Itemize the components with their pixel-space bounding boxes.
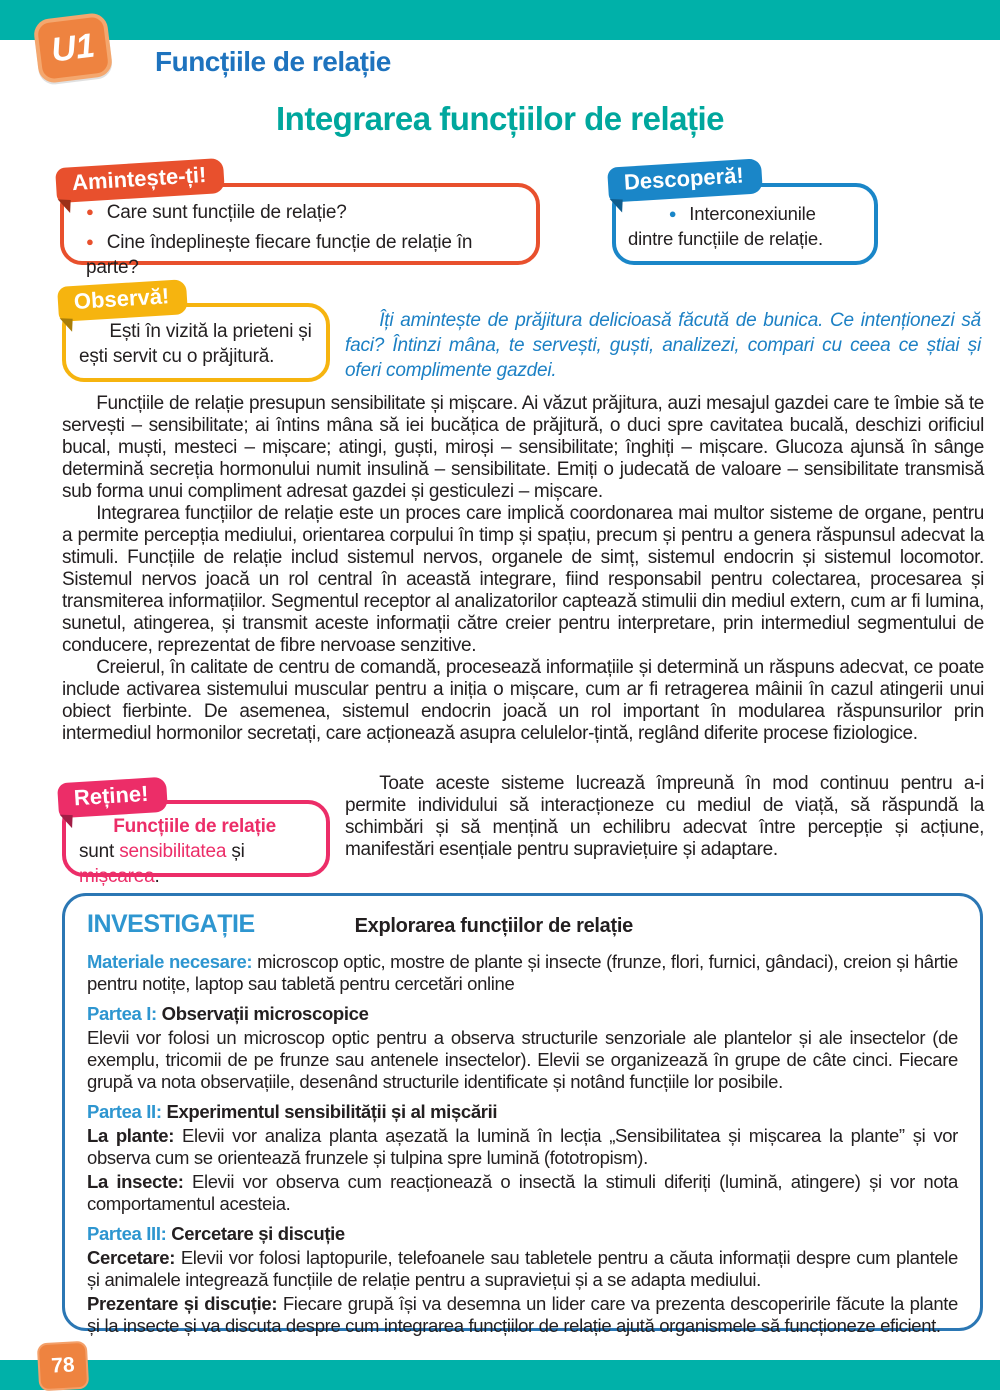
part3-title: Cercetare și discuție: [171, 1223, 345, 1244]
discover-tab-label: Descoperă!: [607, 158, 763, 203]
retain-keyphrase: Funcțiile de relație: [113, 816, 277, 837]
top-bar: [0, 0, 1000, 40]
lesson-title: Integrarea funcțiilor de relație: [276, 100, 724, 137]
observe-tab-label: Observă!: [57, 279, 188, 322]
discover-item-text: Interconexiunile dintre funcțiile de relație.: [628, 203, 823, 249]
investigation-subtitle: Explorarea funcțiilor de relație: [354, 915, 633, 937]
plants-text: Elevii vor analiza planta așezată la lumină în lecția „Sensibilitatea și mișcarea la plante” și vor observa cum se orientează frunzele și tulpina spre lumină (fototropism).: [87, 1125, 958, 1168]
paragraph-4: Toate aceste sisteme lucrează împreună în mod continuu pentru a-i permite individului să interacționeze cu mediul de viață, să răspundă la schimbări și să mențină un echilibru adecvat între percepție și acțiune, manifestări esențiale pentru supraviețuire și adaptare.: [345, 773, 984, 860]
paragraph-3: Creierul, în calitate de centru de comandă, procesează informațiile și determină un răspuns adecvat, ce poate include activarea sistemului muscular pentru a iniția o mișcare, cum ar fi retragerea mâinii în cazul atingerii unui obiect fierbinte. De asemenea, sistemul endocrin joacă un rol important în modularea răspunsurilor prin intermediul hormonilor secretați, care acționează asupra celulelor-țintă, reglând diferite procese fiziologice.: [62, 657, 984, 744]
page-number: 78: [50, 1353, 76, 1378]
retain-plain: .: [154, 866, 160, 887]
presentation-label: Prezentare și discuție:: [87, 1293, 278, 1314]
bullet-icon: ●: [668, 206, 677, 221]
part2-plants-line: [87, 1125, 958, 1169]
insects-label: La insecte:: [87, 1171, 184, 1192]
materials-line: [87, 951, 958, 995]
remember-item-text: Cine îndeplinește fiecare funcție de relație în parte?: [86, 232, 473, 278]
remember-item: [86, 199, 520, 225]
part1-label: Partea I:: [87, 1003, 157, 1024]
chapter-title: Funcțiile de relație: [155, 46, 391, 77]
part3-research-line: [87, 1247, 958, 1291]
part1-heading: [87, 1003, 958, 1025]
main-text-column: [62, 393, 984, 745]
part3-presentation-line: [87, 1293, 958, 1337]
discover-box: [612, 162, 878, 265]
insects-text: Elevii vor observa cum reacționează o insectă la stimuli diferiți (lumină, atingere) și vor nota comportamentul acesteia.: [87, 1171, 958, 1214]
observe-box: [62, 283, 330, 382]
part2-insects-line: [87, 1171, 958, 1215]
presentation-text: Fiecare grupă își va desemna un lider care va prezenta descoperirile făcute la plante și la insecte și va discuta despre cum integrarea funcțiilor de relație ajută organismele să funcționeze eficient.: [87, 1293, 958, 1336]
research-text: Elevii vor folosi laptopurile, telefoanele sau tabletele pentru a căuta informații despre cum plantele și animalele integrează funcțiile de relație pentru a supraviețui și a se adapta mediului.: [87, 1247, 958, 1290]
paragraph-2: Integrarea funcțiilor de relație este un proces care implică coordonarea mai multor sisteme de organe, pentru a permite percepția mediului, orientarea corpului în timp și spațiu, precum și pentru a genera răspunsul adecvat la stimuli. Funcțiile de relație includ sistemul nervos, organele de simț, sistemul endocrin și sistemul locomotor. Sistemul nervos joacă un rol central în această integrare, fiind responsabil pentru colectarea, procesarea și transmiterea informațiilor. Segmentul receptor al analizatorilor captează stimulii din mediul extern, cum ar fi lumina, sunetul, atingerea, și transmit aceste informații către creier pentru interpretare, prin intermediul segmentului de conducere, reprezentat de fibre nervoase senzitive.: [62, 503, 984, 656]
observe-text: Ești în vizită la prieteni și ești servit cu o prăjitură.: [79, 321, 312, 367]
investigation-header: [87, 910, 958, 939]
remember-tab-label: Amintește-ți!: [55, 158, 225, 203]
retain-term: mișcarea: [79, 866, 155, 887]
part3-label: Partea III:: [87, 1223, 167, 1244]
unit-badge: [32, 12, 113, 85]
remember-body: [64, 187, 536, 292]
remember-item-text: Care sunt funcțiile de relație?: [106, 202, 347, 223]
retain-tab-label: Reține!: [57, 777, 168, 819]
part3-heading: [87, 1223, 958, 1245]
retain-plain: și: [226, 841, 245, 862]
investigation-box: [62, 893, 983, 1336]
remember-item: [86, 229, 520, 280]
materials-label: Materiale necesare:: [87, 951, 253, 972]
remember-box: [60, 161, 540, 278]
part1-text: Elevii vor folosi un microscop optic pentru a observa structurile senzoriale ale plantelor și ale insectelor (de exemplu, tricomii de pe frunze sau antenele insectelor). Elevii se organizează în grupe de câte cinci. Fiecare grupă va nota observațiile, desenând structurile identificate și notând funcțiile lor posibile.: [87, 1027, 958, 1092]
discover-item: [628, 201, 862, 251]
retain-term: sensibilitatea: [119, 841, 227, 862]
retain-plain: sunt: [79, 841, 120, 862]
part2-label: Partea II:: [87, 1101, 162, 1122]
paragraph-1: Funcțiile de relație presupun sensibilitate și mișcare. Ai văzut prăjitura, auzi mesajul gazdei care te îmbie să te servești – sensibilitate; ai întins mâna să iei bucățica de prăjitură, o duci spre cavitatea bucală, deschizi orificiul bucal, muști, mesteci – mișcare; atingi, guști, miroși – sensibilitate; înghiți – mișcare. Glucoza ajunsă în sânge determină secreția hormonului numit insulină – sensibilitate. Emiți o judecată de valoare – sensibilitate transmisă sub forma unui compliment adresat gazdei și gesticulezi – mișcare.: [62, 393, 984, 502]
scenario-text: Îți amintește de prăjitura delicioasă făcută de bunica. Ce intenționezi să faci? Întinzi mâna, te servești, guști, analizezi, compari cu ceea ce știai și oferi complimente gazdei.: [345, 310, 981, 381]
part2-title: Experimentul sensibilității și al mișcării: [166, 1101, 498, 1122]
footer-bar: [0, 1360, 1000, 1390]
bullet-icon: ●: [86, 204, 94, 219]
plants-label: La plante:: [87, 1125, 175, 1146]
retain-box: [62, 780, 330, 887]
materials-text: microscop optic, mostre de plante și insecte (frunze, flori, furnici, gândaci), creion și hârtie pentru notițe, laptop sau tabletă pentru cercetări online: [87, 951, 958, 994]
research-label: Cercetare:: [87, 1247, 176, 1268]
part2-heading: [87, 1101, 958, 1123]
investigation-title: INVESTIGAȚIE: [87, 910, 255, 938]
retain-text: [66, 804, 326, 897]
bullet-icon: ●: [86, 234, 94, 249]
page-number-badge: [37, 1341, 89, 1391]
unit-badge-label: U1: [49, 25, 97, 70]
part1-title: Observații microscopice: [161, 1003, 369, 1024]
